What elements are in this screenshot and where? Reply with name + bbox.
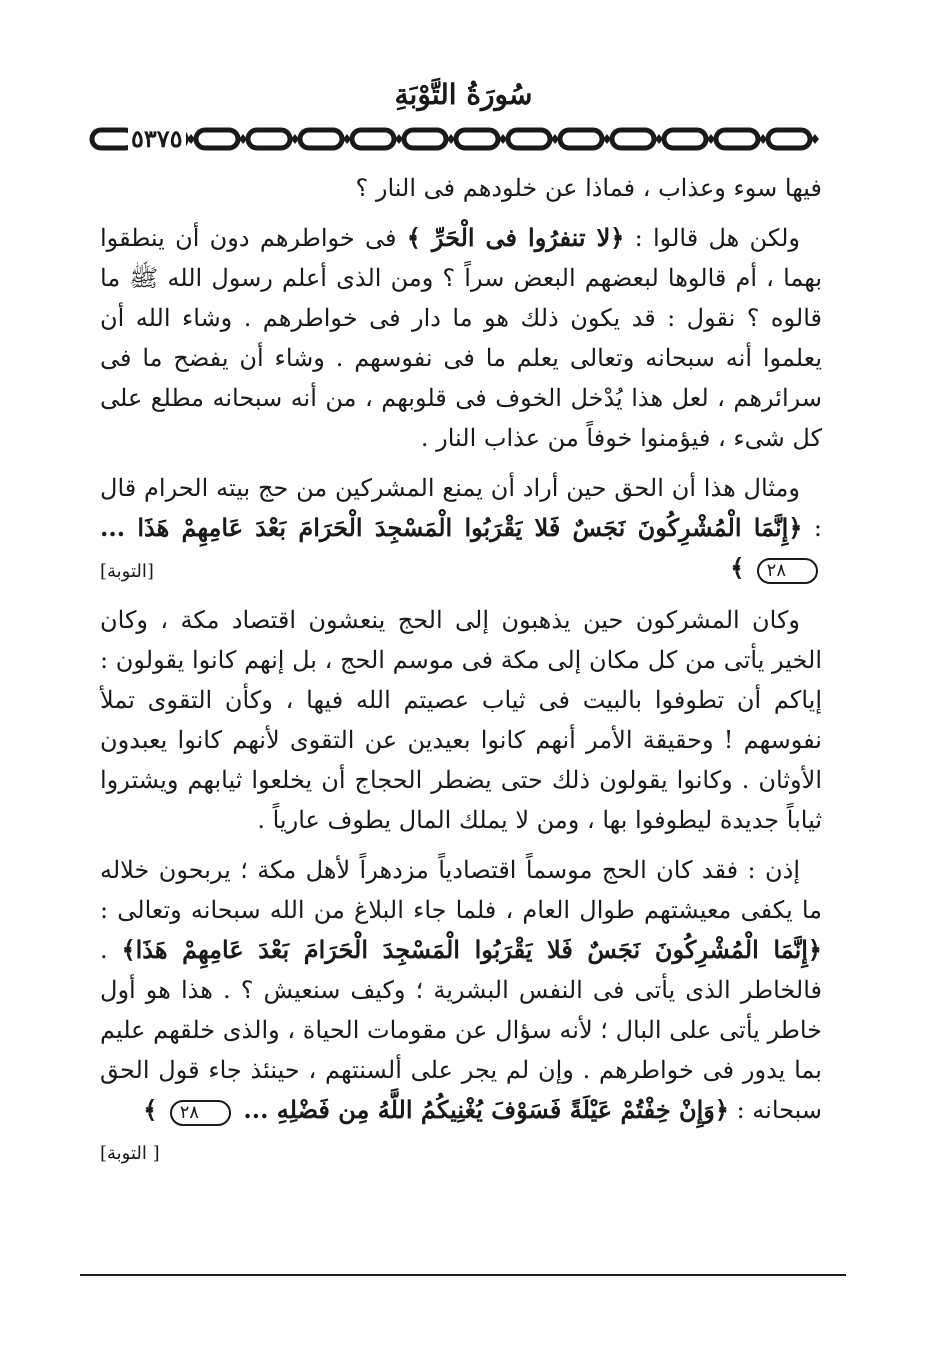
paragraph-text: إذن : فقد كان الحج موسماً اقتصادياً مزدهراً لأهل مكة ؛ يربحون خلاله ما يكفى معيشتهم طوال العام ، فلما جاء البلاغ من الله سبحانه وتعالى :: [100, 856, 822, 924]
paragraph-text: ولكن هل قالوا :: [624, 224, 800, 252]
footer-rule: [80, 1274, 846, 1276]
quran-close: ﴾: [730, 553, 753, 582]
quran-quote: ﴿إِنَّمَا الْمُشْرِكُونَ نَجَسٌ فَلا يَقْرَبُوا الْمَسْجِدَ الْحَرَامَ بَعْدَ عَامِهِمْ هَذَا ...: [100, 513, 803, 542]
page-number: ٥٣٧٥: [128, 124, 186, 153]
quran-quote: ﴿إِنَّمَا الْمُشْرِكُونَ نَجَسٌ فَلا يَقْرَبُوا الْمَسْجِدَ الْحَرَامَ بَعْدَ عَامِهِمْ هَذَا﴾: [121, 935, 822, 964]
paragraph-3: [100, 468, 822, 588]
paragraph-2: [100, 218, 822, 458]
quran-close: ﴾: [143, 1095, 166, 1124]
ornamental-border: [88, 122, 846, 156]
paragraph-1: [100, 168, 822, 208]
ayah-number: ٢٨: [170, 1100, 231, 1126]
surah-reference: [ التوبة]: [100, 1143, 160, 1164]
surah-reference: [التوبة]: [100, 561, 154, 582]
paragraph-5: [100, 850, 822, 1164]
quran-quote: ﴿وَإِنْ خِفْتُمْ عَيْلَةً فَسَوْفَ يُغْنِيكُمُ اللَّهُ مِن فَضْلِهِ ...: [235, 1095, 729, 1124]
paragraph-4: [100, 600, 822, 840]
paragraph-text: وكان المشركون حين يذهبون إلى الحج ينعشون اقتصاد مكة ، وكان الخير يأتى من كل مكان إلى مكة فى موسم الحج ، بل إنهم كانوا يقولون : إياكم أن تطوفوا بالبيت فى ثياب عصيتم الله فيها ، وكأن التقوى تملأ نفوسهم ! وحقيقة الأمر أنهم كانوا بعيدين عن التقوى لأنهم كانوا يعبدون الأوثان . وكانوا يقولون ذلك حتى يضطر الحجاج أن يخلعوا ثيابهم ويشتروا ثياباً جديدة ليطوفوا بها ، ومن لا يملك المال يطوف عارياً .: [100, 606, 822, 834]
page-body: [100, 168, 822, 1174]
surah-title: سُورَةُ التَّوْبَةِ: [394, 78, 533, 111]
paragraph-text: فى خواطرهم دون أن ينطقوا بهما ، أم قالوها لبعضهم البعض سراً ؟ ومن الذى أعلم رسول الله ﷺ ما قالوه ؟ نقول : قد يكون ذلك هو ما دار فى خواطرهم . وشاء الله أن يعلموا أنه سبحانه وتعالى يعلم ما فى نفوسهم . وشاء أن يفضح ما فى سرائرهم ، لعل هذا يُدْخل الخوف فى قلوبهم ، من أنه سبحانه مطلع على كل شىء ، فيؤمنوا خوفاً من عذاب النار .: [100, 224, 822, 452]
ayah-number: ٢٨: [757, 558, 818, 584]
paragraph-text: ومثال هذا أن الحق حين أراد أن يمنع المشركين من حج بيته الحرام قال :: [100, 474, 822, 542]
quran-quote: ﴿لا تنفرُوا فى الْحَرِّ ﴾: [406, 223, 625, 252]
paragraph-text: فيها سوء وعذاب ، فماذا عن خلودهم فى النار ؟: [355, 174, 822, 202]
paragraph-text: . فالخاطر الذى يأتى فى النفس البشرية ؛ وكيف سنعيش ؟ . هذا هو أول خاطر يأتى على البال ؛ لأنه سؤال عن مقومات الحياة ، والذى خلقهم عليم بما يدور فى خواطرهم . وإن لم يجر على ألسنتهم ، حينئذ جاء قول الحق سبحانه :: [100, 936, 822, 1124]
